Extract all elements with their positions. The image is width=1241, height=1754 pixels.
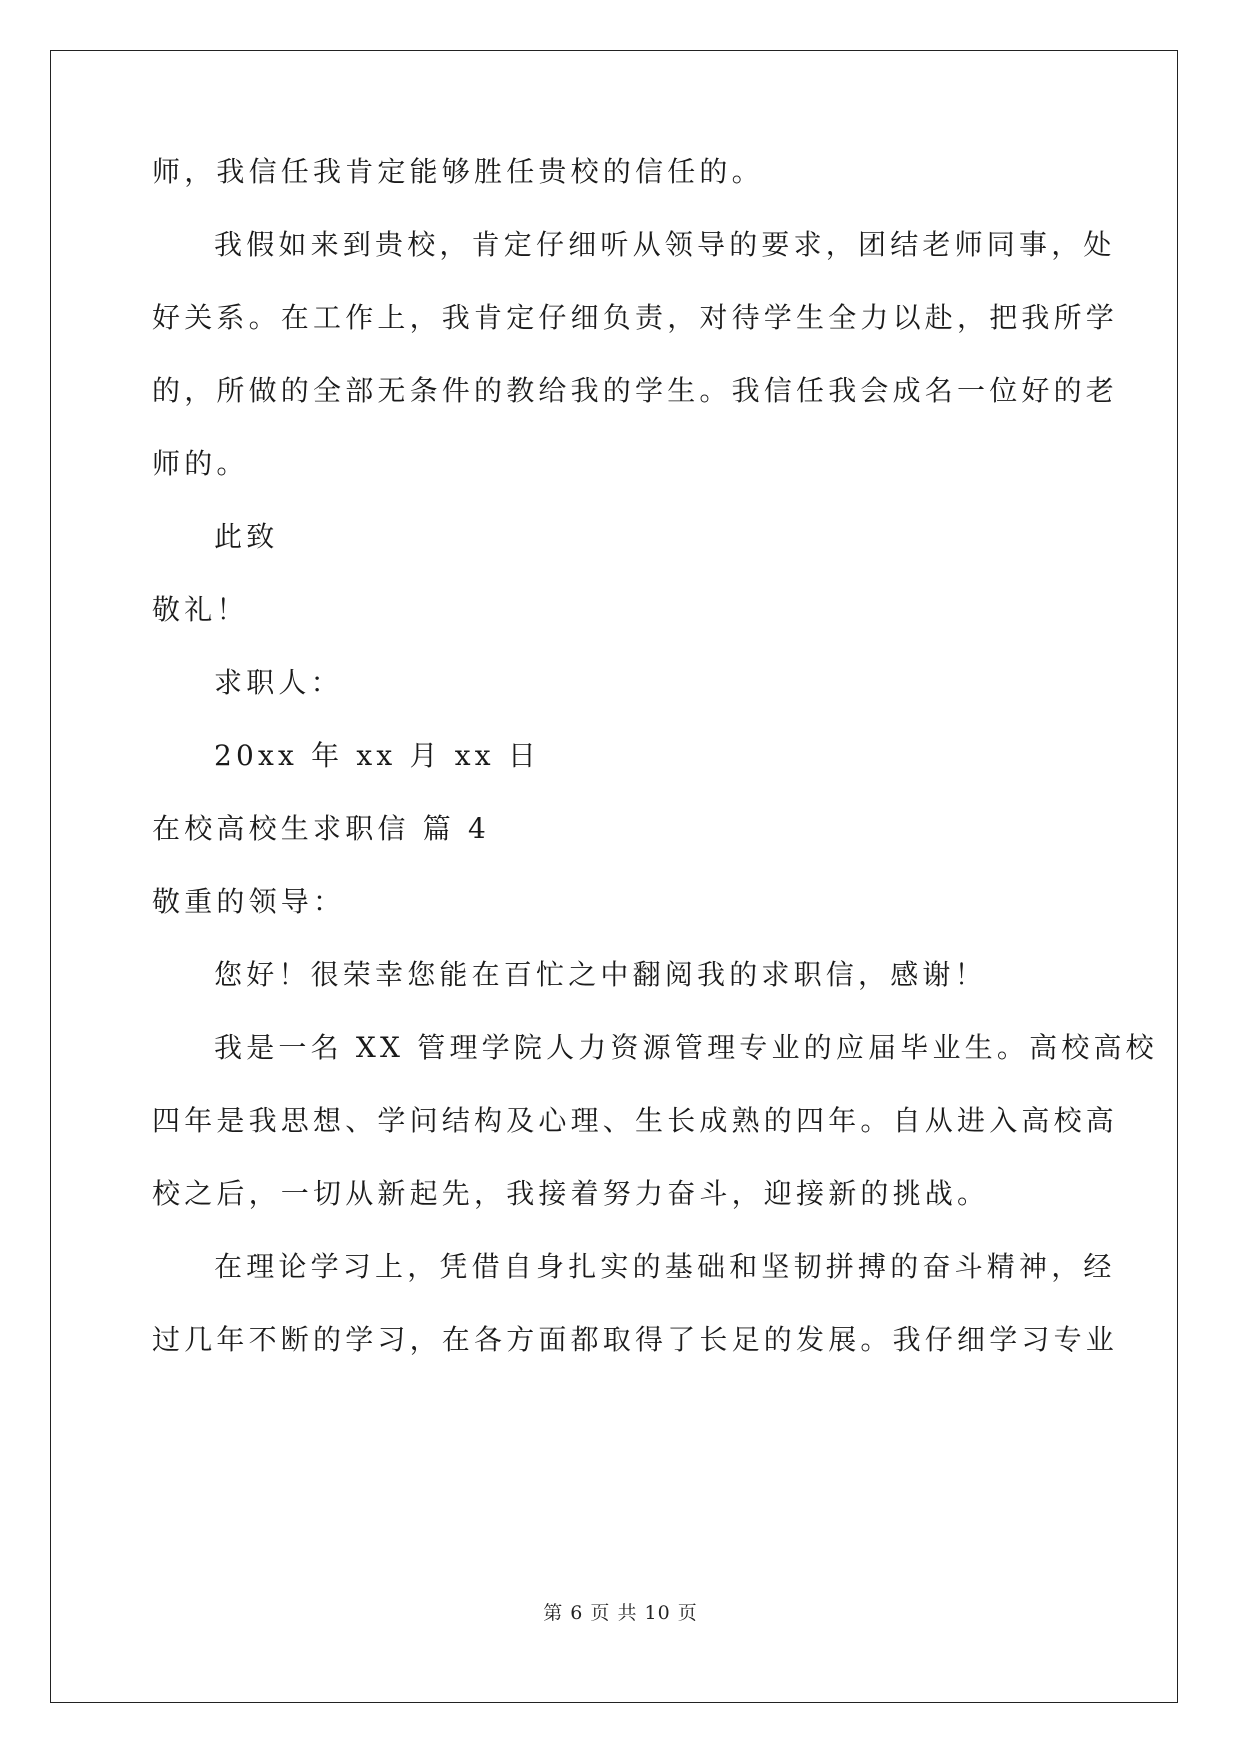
paragraph-line: 我假如来到贵校，肯定仔细听从领导的要求，团结老师同事，处 (214, 228, 1116, 261)
section-heading: 在校高校生求职信 篇 4 (152, 812, 491, 845)
paragraph-line: 校之后，一切从新起先，我接着努力奋斗，迎接新的挑战。 (152, 1177, 990, 1210)
salutation-line: 敬礼！ (152, 593, 249, 626)
paragraph-line: 您好！很荣幸您能在百忙之中翻阅我的求职信，感谢！ (214, 958, 987, 991)
paragraph-line: 师，我信任我肯定能够胜任贵校的信任的。 (152, 155, 764, 188)
page-number-footer: 第 6 页 共 10 页 (543, 1602, 698, 1624)
paragraph-line: 师的。 (152, 447, 249, 480)
paragraph-line: 在理论学习上，凭借自身扎实的基础和坚韧拼搏的奋斗精神，经 (214, 1250, 1116, 1283)
paragraph-line: 的，所做的全部无条件的教给我的学生。我信任我会成名一位好的老 (152, 374, 1119, 407)
paragraph-line: 我是一名 XX 管理学院人力资源管理专业的应届毕业生。高校高校 (214, 1031, 1158, 1064)
paragraph-line: 四年是我思想、学问结构及心理、生长成熟的四年。自从进入高校高 (152, 1104, 1119, 1137)
paragraph-line: 过几年不断的学习，在各方面都取得了长足的发展。我仔细学习专业 (152, 1323, 1119, 1356)
date-line: 20xx 年 xx 月 xx 日 (214, 739, 541, 772)
paragraph-line: 好关系。在工作上，我肯定仔细负责，对待学生全力以赴，把我所学 (152, 301, 1119, 334)
signature-line: 求职人： (214, 666, 343, 699)
salutation-line: 此致 (214, 520, 279, 553)
document-body (152, 0, 1158, 1754)
greeting-line: 敬重的领导： (152, 885, 346, 918)
